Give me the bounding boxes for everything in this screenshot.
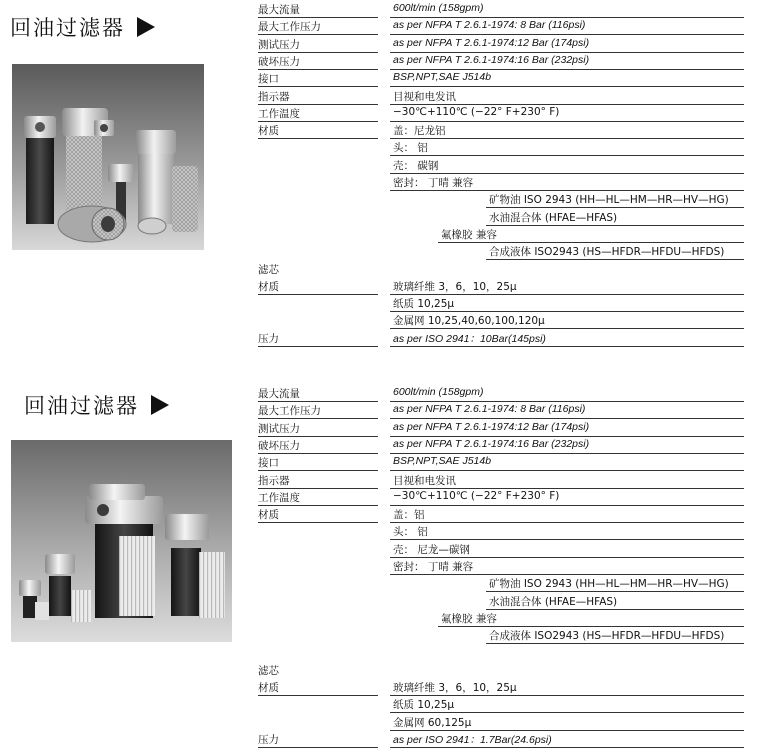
spec-row (258, 489, 744, 506)
section-title (24, 390, 169, 420)
spec-row (258, 541, 744, 558)
spec-label: 测试压力 (258, 422, 300, 435)
spec-value: as per NFPA T 2.6.1-1974:12 Bar (174psi) (393, 420, 590, 433)
spec-label: 材质 (258, 509, 279, 522)
spec-value: 600lt/min (158gpm) (393, 2, 484, 14)
spec-value: 头： 铝 (393, 142, 428, 155)
spec-value: as per NFPA T 2.6.1-1974:16 Bar (232psi) (393, 53, 590, 66)
spec-row (258, 523, 744, 540)
spec-label: 压力 (258, 332, 279, 345)
spec-value: 玻璃纤维 3，6，10，25μ (393, 682, 517, 695)
spec-label: 工作温度 (258, 491, 300, 504)
spec-value: 玻璃纤维 3，6，10，25μ (393, 280, 517, 293)
spec-value: 氟橡胶 兼容 (441, 228, 497, 241)
spec-value: 金属网 60,125μ (393, 716, 472, 729)
spec-label: 材质 (258, 125, 279, 138)
section-title-text: 回油过滤器 (10, 16, 125, 40)
spec-value: 纸质 10,25μ (393, 298, 455, 311)
spec-label: 压力 (258, 734, 279, 746)
spec-row (258, 437, 744, 454)
spec-row (258, 696, 744, 713)
spec-label: 最大工作压力 (258, 405, 321, 418)
spec-value: 壳： 尼龙—碳钢 (393, 543, 470, 556)
spec-value: as per NFPA T 2.6.1-1974: 8 Bar (116psi) (393, 19, 586, 32)
spec-label: 破坏压力 (258, 439, 300, 452)
spec-label: 接口 (258, 457, 279, 470)
spec-row (258, 385, 744, 402)
product-photo (11, 440, 232, 642)
spec-value: as per NFPA T 2.6.1-1974: 8 Bar (116psi) (393, 403, 586, 416)
spec-value: −30℃+110℃ (−22° F+230° F) (393, 105, 560, 118)
spec-row (258, 420, 744, 437)
spec-label: 测试压力 (258, 38, 300, 51)
spec-row (258, 402, 744, 419)
spec-label: 滤芯 (258, 664, 279, 677)
spec-value: 600lt/min (158gpm) (393, 386, 484, 398)
spec-row (258, 506, 744, 523)
spec-value: as per NFPA T 2.6.1-1974:12 Bar (174psi) (393, 36, 590, 49)
spec-value: 盖：尼龙铝 (393, 125, 446, 138)
spec-label: 接口 (258, 73, 279, 86)
spec-row (258, 454, 744, 471)
spec-value: 密封： 丁晴 兼容 (393, 561, 474, 573)
spec-label: 滤芯 (258, 263, 279, 276)
spec-row (258, 662, 744, 679)
spec-label: 破坏压力 (258, 55, 300, 68)
spec-value: 目视和电发讯 (393, 474, 456, 487)
spec-value: 密封： 丁晴 兼容 (393, 177, 474, 189)
spec-value: 氟橡胶 兼容 (441, 612, 497, 625)
spec-value: 金属网 10,25,40,60,100,120μ (393, 315, 545, 328)
spec-value: 纸质 10,25μ (393, 699, 455, 712)
spec-row (258, 558, 744, 575)
spec-row (258, 714, 744, 731)
spec-value: 合成液体 ISO2943 (HS—HFDR—HFDU—HFDS) (489, 246, 725, 259)
spec-value: 头： 铝 (393, 526, 428, 539)
spec-label: 材质 (258, 280, 279, 293)
spec-label: 工作温度 (258, 107, 300, 120)
spec-value: BSP,NPT,SAE J514b (393, 455, 492, 468)
spec-label: 指示器 (258, 474, 290, 487)
spec-label: 最大流量 (258, 4, 300, 16)
spec-row (258, 575, 744, 592)
spec-value: as per NFPA T 2.6.1-1974:16 Bar (232psi) (393, 437, 590, 450)
spec-value: 水油混合体 (HFAE—HFAS) (489, 595, 618, 608)
spec-row (258, 731, 744, 748)
section-title-text: 回油过滤器 (24, 394, 139, 418)
spec-label: 材质 (258, 682, 279, 695)
spec-value: −30℃+110℃ (−22° F+230° F) (393, 489, 560, 502)
spec-value: as per ISO 2941：10Bar(145psi) (393, 332, 546, 345)
spec-value: 合成液体 ISO2943 (HS—HFDR—HFDU—HFDS) (489, 630, 725, 643)
spec-label: 最大流量 (258, 388, 300, 400)
play-arrow-icon (151, 395, 169, 415)
spec-value: 盖：铝 (393, 509, 425, 522)
spec-row (258, 472, 744, 489)
spec-row (258, 627, 744, 644)
spec-value: 壳： 碳钢 (393, 159, 439, 172)
spec-row (258, 679, 744, 696)
spec-row (258, 593, 744, 610)
spec-row (258, 645, 744, 662)
spec-value: as per ISO 2941：1.7Bar(24.6psi) (393, 734, 552, 746)
spec-label: 最大工作压力 (258, 21, 321, 34)
spec-value: 矿物油 ISO 2943 (HH—HL—HM—HR—HV—HG) (489, 578, 729, 591)
spec-value: BSP,NPT,SAE J514b (393, 71, 492, 84)
spec-value: 水油混合体 (HFAE—HFAS) (489, 211, 618, 224)
spec-value: 目视和电发讯 (393, 90, 456, 103)
spec-row (258, 610, 744, 627)
spec-label: 指示器 (258, 90, 290, 103)
spec-value: 矿物油 ISO 2943 (HH—HL—HM—HR—HV—HG) (489, 194, 729, 207)
